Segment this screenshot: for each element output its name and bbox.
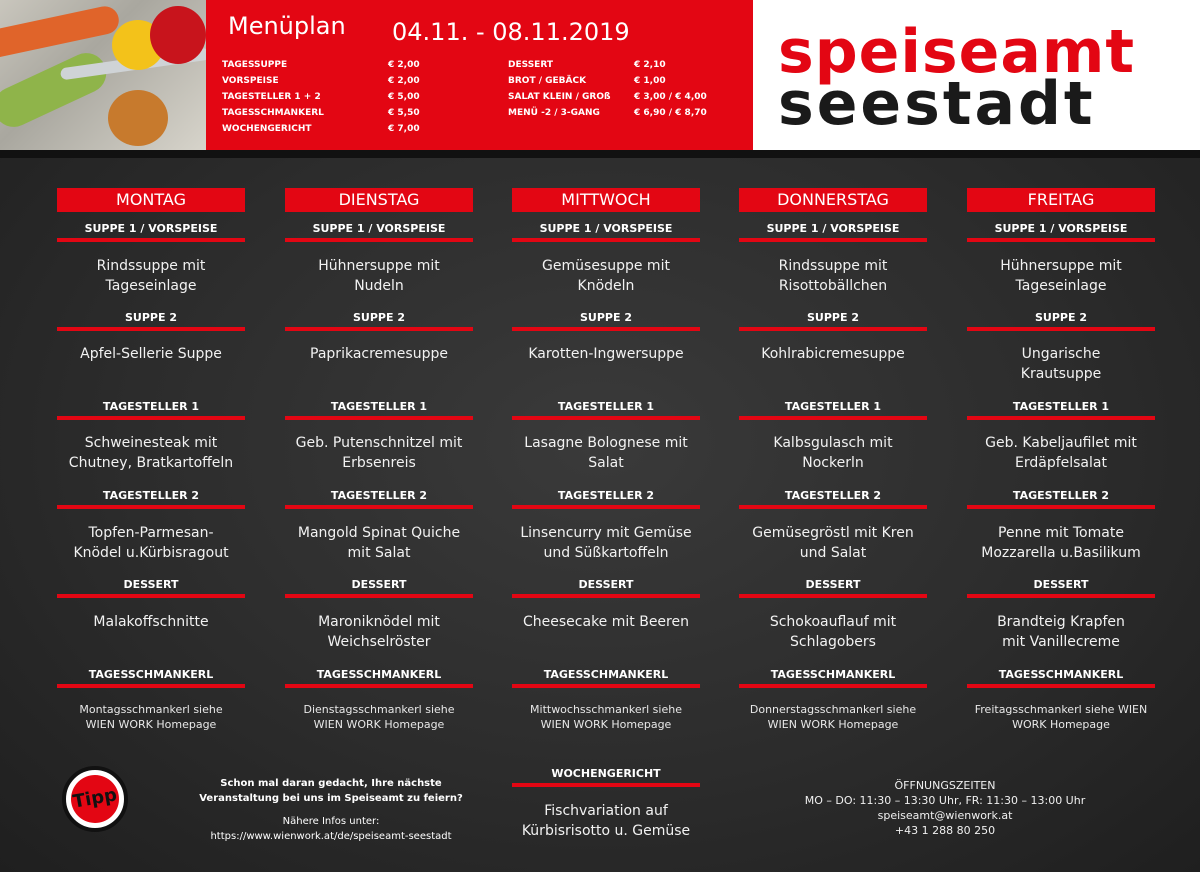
section-label-tagesteller1: TAGESTELLER 1 <box>102 400 200 413</box>
section-divider <box>512 783 700 787</box>
dish-line: Fischvariation auf <box>544 803 668 819</box>
section-divider <box>57 238 245 242</box>
section-label-dessert: DESSERT <box>1033 578 1089 591</box>
section-label-tagesteller1: TAGESTELLER 1 <box>330 400 428 413</box>
section-label-schmankerl: TAGESSCHMANKERL <box>316 668 442 681</box>
dish-schmankerl <box>279 702 479 732</box>
dish-line: Chutney, Bratkartoffeln <box>68 455 234 471</box>
price-row: WOCHENGERICHT € 7,00 <box>222 124 420 134</box>
dish-schmankerl <box>733 702 933 732</box>
dish-line: Knödeln <box>577 278 635 294</box>
price-row: BROT / GEBÄCK € 1,00 <box>508 76 666 86</box>
dish-line: Gemüsegröstl mit Kren <box>752 525 914 541</box>
section-label-tagesteller2: TAGESTELLER 2 <box>557 489 655 502</box>
dish-line: WORK Homepage <box>1012 718 1110 731</box>
dish-line: WIEN WORK Homepage <box>540 718 672 731</box>
section-divider <box>739 327 927 331</box>
dish-line: Schweinesteak mit <box>84 435 218 451</box>
dish-suppe1 <box>506 256 706 296</box>
section-label-schmankerl: TAGESSCHMANKERL <box>770 668 896 681</box>
promo-link[interactable]: https://www.wienwork.at/de/speiseamt-seestadt <box>210 831 452 842</box>
dish-line: Schlagobers <box>790 634 876 650</box>
section-divider <box>285 327 473 331</box>
section-label-dessert: DESSERT <box>351 578 407 591</box>
vegetables-photo <box>0 0 206 150</box>
dish-schmankerl <box>506 702 706 732</box>
dish-tagesteller1 <box>733 433 933 473</box>
section-divider <box>285 238 473 242</box>
dish-line: Dienstagsschmankerl siehe <box>303 703 455 716</box>
dish-line: mit Vanillecreme <box>1002 634 1120 650</box>
dish-tagesteller1 <box>506 433 706 473</box>
section-divider <box>512 238 700 242</box>
day-header: MONTAG <box>57 188 245 212</box>
dish-tagesteller1 <box>279 433 479 473</box>
section-label-tagesteller2: TAGESTELLER 2 <box>102 489 200 502</box>
price-list-right <box>508 57 707 121</box>
dish-line: Penne mit Tomate <box>998 525 1124 541</box>
dish-line: Paprikacremesuppe <box>310 346 448 362</box>
section-divider <box>57 416 245 420</box>
dish-line: Hühnersuppe mit <box>318 258 440 274</box>
dish-line: Linsencurry mit Gemüse <box>520 525 692 541</box>
dish-line: Cheesecake mit Beeren <box>523 614 689 630</box>
dish-line: Erbsenreis <box>342 455 416 471</box>
price-row: MENÜ -2 / 3-GANG € 6,90 / € 8,70 <box>508 108 707 118</box>
section-label-suppe1: SUPPE 1 / VORSPEISE <box>994 222 1128 235</box>
dish-line: Erdäpfelsalat <box>1015 455 1107 471</box>
section-divider <box>967 416 1155 420</box>
header-divider <box>0 150 1200 158</box>
dish-tagesteller2 <box>51 523 251 563</box>
dish-line: WIEN WORK Homepage <box>767 718 899 731</box>
dish-line: Nockerln <box>802 455 864 471</box>
section-label-tagesteller1: TAGESTELLER 1 <box>1012 400 1110 413</box>
menu-price-banner <box>206 0 753 150</box>
dish-line: Schokoauflauf mit <box>769 614 897 630</box>
section-label-schmankerl: TAGESSCHMANKERL <box>998 668 1124 681</box>
dish-suppe2 <box>733 344 933 364</box>
dish-dessert <box>733 612 933 652</box>
section-label-suppe2: SUPPE 2 <box>125 311 177 324</box>
section-divider <box>739 416 927 420</box>
section-label-suppe1: SUPPE 1 / VORSPEISE <box>766 222 900 235</box>
section-label-tagesteller2: TAGESTELLER 2 <box>1012 489 1110 502</box>
section-divider <box>512 327 700 331</box>
dish-tagesteller2 <box>733 523 933 563</box>
section-label-schmankerl: TAGESSCHMANKERL <box>543 668 669 681</box>
price-row: TAGESSUPPE € 2,00 <box>222 60 420 70</box>
dish-tagesteller2 <box>279 523 479 563</box>
dish-line: Rindssuppe mit <box>96 258 206 274</box>
section-divider <box>285 594 473 598</box>
dish-line: Topfen-Parmesan- <box>88 525 214 541</box>
dish-schmankerl <box>961 702 1161 732</box>
section-label-dessert: DESSERT <box>578 578 634 591</box>
phone-number: +43 1 288 80 250 <box>894 824 996 837</box>
section-label-suppe2: SUPPE 2 <box>807 311 859 324</box>
dish-line: WIEN WORK Homepage <box>85 718 217 731</box>
dish-suppe1 <box>279 256 479 296</box>
section-divider <box>512 684 700 688</box>
dish-line: Hühnersuppe mit <box>1000 258 1122 274</box>
chalkboard-menu <box>0 158 1200 872</box>
dish-line: Krautsuppe <box>1020 366 1102 382</box>
section-divider <box>57 594 245 598</box>
section-divider <box>512 505 700 509</box>
day-header: DONNERSTAG <box>739 188 927 212</box>
price-row: TAGESSCHMANKERL € 5,50 <box>222 108 420 118</box>
section-label-suppe2: SUPPE 2 <box>1035 311 1087 324</box>
dish-line: Geb. Putenschnitzel mit <box>295 435 463 451</box>
dish-dessert <box>506 612 706 632</box>
section-divider <box>57 684 245 688</box>
price-row: TAGESTELLER 1 + 2 € 5,00 <box>222 92 420 102</box>
dish-tagesteller1 <box>961 433 1161 473</box>
speiseamt-logo <box>778 17 1178 139</box>
section-label-schmankerl: TAGESSCHMANKERL <box>88 668 214 681</box>
section-label-dessert: DESSERT <box>123 578 179 591</box>
dish-line: Malakoffschnitte <box>93 614 209 630</box>
section-label-dessert: DESSERT <box>805 578 861 591</box>
logo-bottom-text: seestadt <box>778 69 1096 139</box>
dish-line: Maroniknödel mit <box>318 614 440 630</box>
dish-wochengericht <box>506 801 706 841</box>
section-divider <box>512 416 700 420</box>
logo-top-text: speiseamt <box>778 17 1136 87</box>
opening-hours: ÖFFNUNGSZEITEN MO – DO: 11:30 – 13:30 Uhr, FR: 11:30 – 13:00 Uhr speiseamt@wienwork.at +43 1 288 80 250 <box>770 778 1120 838</box>
dish-line: Montagsschmankerl siehe <box>79 703 223 716</box>
dish-line: Apfel-Sellerie Suppe <box>80 346 222 362</box>
dish-suppe2 <box>961 344 1161 384</box>
section-divider <box>285 505 473 509</box>
dish-line: Mittwochsschmankerl siehe <box>530 703 682 716</box>
price-list-left <box>222 57 420 137</box>
day-header: FREITAG <box>967 188 1155 212</box>
dish-tagesteller2 <box>506 523 706 563</box>
dish-suppe1 <box>961 256 1161 296</box>
dish-line: Knödel u.Kürbisragout <box>73 545 229 561</box>
dish-line: Lasagne Bolognese mit <box>524 435 688 451</box>
section-divider <box>967 594 1155 598</box>
dish-suppe1 <box>51 256 251 296</box>
section-divider <box>739 505 927 509</box>
price-row: DESSERT € 2,10 <box>508 60 666 70</box>
dish-line: und Süßkartoffeln <box>543 545 669 561</box>
section-label-suppe1: SUPPE 1 / VORSPEISE <box>84 222 218 235</box>
section-divider <box>285 684 473 688</box>
dish-line: Kürbisrisotto u. Gemüse <box>521 823 691 839</box>
day-header: DIENSTAG <box>285 188 473 212</box>
dish-line: Karotten-Ingwersuppe <box>528 346 684 362</box>
dish-suppe2 <box>506 344 706 364</box>
price-row: SALAT KLEIN / GROß € 3,00 / € 4,00 <box>508 92 707 102</box>
menu-title: Menüplan <box>228 12 346 40</box>
dish-tagesteller1 <box>51 433 251 473</box>
section-label-tagesteller1: TAGESTELLER 1 <box>784 400 882 413</box>
dish-line: Kalbsgulasch mit <box>773 435 893 451</box>
section-divider <box>57 327 245 331</box>
dish-line: Tageseinlage <box>1015 278 1107 294</box>
menu-dates: 04.11. - 08.11.2019 <box>392 18 630 46</box>
header <box>0 0 1200 150</box>
dish-line: und Salat <box>799 545 867 561</box>
dish-suppe2 <box>51 344 251 364</box>
section-divider <box>967 327 1155 331</box>
dish-line: Brandteig Krapfen <box>997 614 1125 630</box>
dish-line: Geb. Kabeljaufilet mit <box>985 435 1137 451</box>
email-link[interactable]: speiseamt@wienwork.at <box>877 809 1013 822</box>
dish-dessert <box>279 612 479 652</box>
dish-line: Freitagsschmankerl siehe WIEN <box>974 703 1148 716</box>
tipp-badge-icon: Tipp <box>62 766 128 832</box>
section-divider <box>967 684 1155 688</box>
dish-line: Mangold Spinat Quiche <box>297 525 461 541</box>
section-label-tagesteller2: TAGESTELLER 2 <box>330 489 428 502</box>
price-row: VORSPEISE € 2,00 <box>222 76 420 86</box>
dish-line: mit Salat <box>347 545 411 561</box>
section-divider <box>739 238 927 242</box>
dish-suppe1 <box>733 256 933 296</box>
section-label-suppe1: SUPPE 1 / VORSPEISE <box>539 222 673 235</box>
event-promo: Schon mal daran gedacht, Ihre nächste Veranstaltung bei uns im Speiseamt zu feiern? Nähere Infos unter: https://www.wienwork.at/de/speiseamt-seestadt <box>170 776 492 844</box>
section-label-wochengericht: WOCHENGERICHT <box>551 767 661 780</box>
dish-dessert <box>51 612 251 632</box>
dish-line: Risottobällchen <box>778 278 888 294</box>
section-divider <box>57 505 245 509</box>
dish-tagesteller2 <box>961 523 1161 563</box>
dish-schmankerl <box>51 702 251 732</box>
dish-suppe2 <box>279 344 479 364</box>
section-divider <box>967 505 1155 509</box>
section-divider <box>739 684 927 688</box>
dish-line: Weichselröster <box>327 634 431 650</box>
dish-line: Gemüsesuppe mit <box>542 258 670 274</box>
day-header: MITTWOCH <box>512 188 700 212</box>
section-label-suppe2: SUPPE 2 <box>580 311 632 324</box>
dish-dessert <box>961 612 1161 652</box>
section-divider <box>967 238 1155 242</box>
dish-line: Ungarische <box>1021 346 1101 362</box>
section-label-suppe2: SUPPE 2 <box>353 311 405 324</box>
dish-line: Mozzarella u.Basilikum <box>981 545 1141 561</box>
section-label-suppe1: SUPPE 1 / VORSPEISE <box>312 222 446 235</box>
dish-line: Donnerstagsschmankerl siehe <box>749 703 917 716</box>
dish-line: Kohlrabicremesuppe <box>761 346 905 362</box>
dish-line: Rindssuppe mit <box>778 258 888 274</box>
dish-line: Tageseinlage <box>105 278 197 294</box>
section-divider <box>739 594 927 598</box>
section-divider <box>285 416 473 420</box>
section-label-tagesteller1: TAGESTELLER 1 <box>557 400 655 413</box>
section-divider <box>512 594 700 598</box>
dish-line: Salat <box>588 455 624 471</box>
dish-line: Nudeln <box>354 278 404 294</box>
section-label-tagesteller2: TAGESTELLER 2 <box>784 489 882 502</box>
dish-line: WIEN WORK Homepage <box>313 718 445 731</box>
